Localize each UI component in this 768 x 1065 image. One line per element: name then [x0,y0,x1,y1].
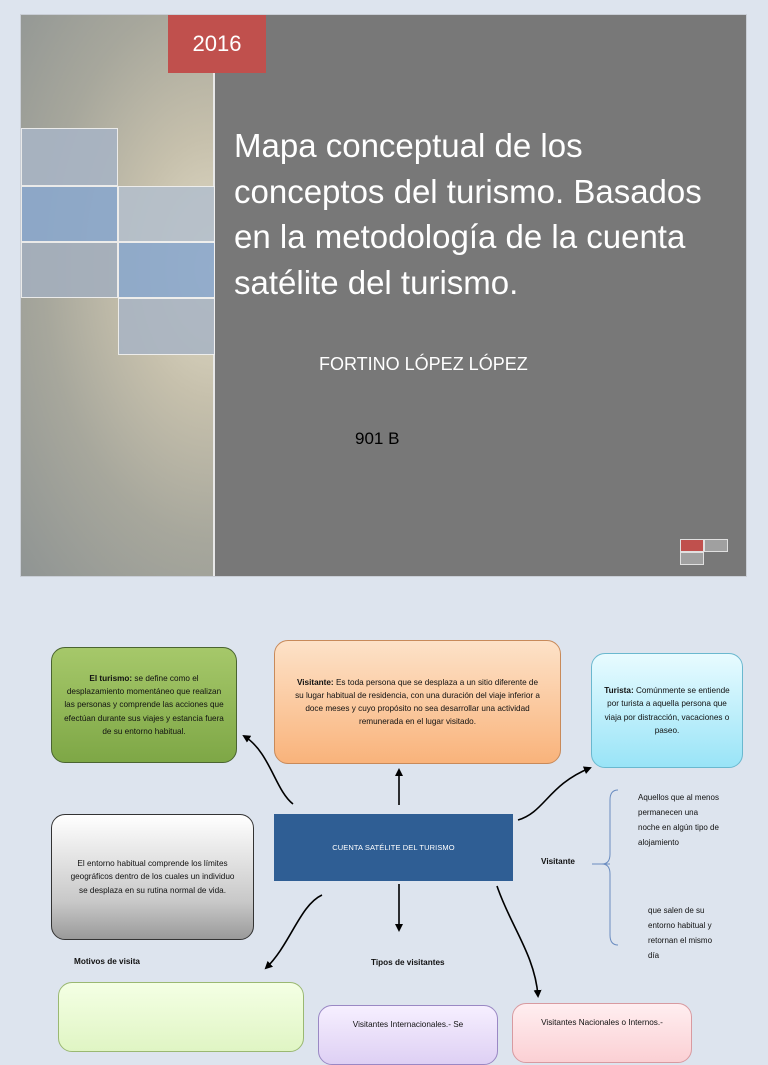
turismo-definition: se define como el desplazamiento momentáneo que realizan las personas y comprende las acciones que efectúan durante sus viajes y estancia fuera de su entorno habitual. [64,673,224,736]
internacionales-node [318,1005,498,1065]
nacionales-node [512,1003,692,1063]
visitante-definition: Es toda persona que se desplaza a un sitio diferente de su lugar habitual de residencia, con una duración del viaje inferior a doce meses y cuyo propósito no sea desarrollar una actividad remunerada en el lugar visitado. [295,677,540,727]
visitante-note-overnight: Aquellos que al menos permanecen una noche en algún tipo de alojamiento [638,793,719,847]
group-label: 901 B [355,429,400,448]
nacionales-text: Visitantes Nacionales o Internos.- [541,1018,663,1027]
internacionales-text: Visitantes Internacionales.- Se [352,1020,464,1029]
motivos-label: Motivos de visita [74,957,140,966]
turista-term: Turista: [604,686,634,696]
motivos-node [58,982,304,1052]
year-badge: 2016 [168,15,266,73]
visitante-term: Visitante: [296,677,334,687]
central-concept: CUENTA SATÉLITE DEL TURISMO [274,814,513,881]
visitante-note-sameday: que salen de su entorno habitual y retornan el mismo día [648,906,713,960]
turista-definition: Comúnmente se entiende por turista a aquella persona que viaja por distracción, vacaciones o paseo. [604,686,730,735]
entorno-habitual-node [51,814,254,940]
visitante-label: Visitante [541,857,575,866]
turismo-term: El turismo: [89,673,133,683]
tipos-label: Tipos de visitantes [371,958,445,967]
visitante-node [274,640,561,764]
document-title: Mapa conceptual de los conceptos del turismo. Basados en la metodología de la cuenta satélite del turismo. [234,127,702,301]
author-name: FORTINO LÓPEZ LÓPEZ [319,354,528,374]
entorno-habitual-text: El entorno habitual comprende los límites geográficos dentro de los cuales un individuo se desplaza en su rutina normal de vida. [70,859,235,895]
turista-node [591,653,743,768]
turismo-node [51,647,237,763]
